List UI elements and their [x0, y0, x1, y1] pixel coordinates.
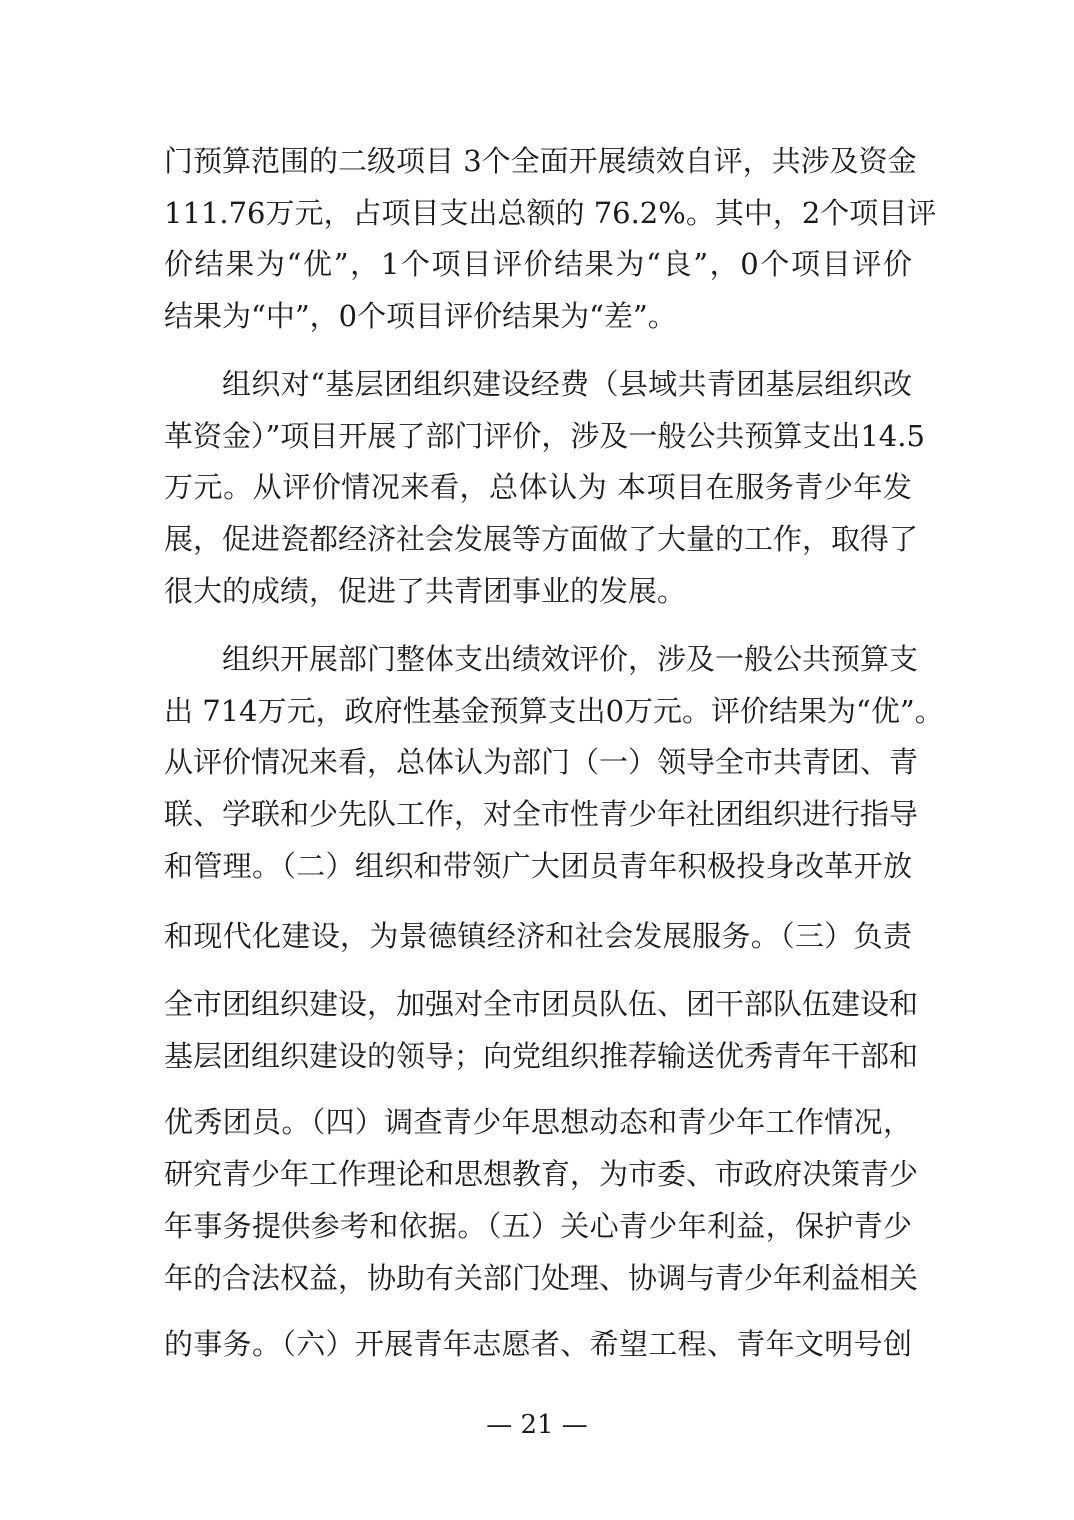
- text-line: 和管理。（二）组织和带领广大团员青年积极投身改革开放: [164, 849, 912, 883]
- text-line: 优秀团员。（四）调查青少年思想动态和青少年工作情况，: [164, 1105, 912, 1139]
- text-line: 研究青少年工作理论和思想教育，为市委、市政府决策青少: [164, 1157, 919, 1191]
- text-line: 革资金）”项目开展了部门评价，涉及一般公共预算支出14.5: [164, 419, 925, 453]
- text-line: 很大的成绩，促进了共青团事业的发展。: [164, 574, 687, 608]
- text-line: 的事务。（六）开展青年志愿者、希望工程、青年文明号创: [164, 1327, 912, 1361]
- text-line: 展，促进瓷都经济社会发展等方面做了大量的工作，取得了: [164, 522, 919, 556]
- text-line: 年事务提供参考和依据。（五）关心青少年利益，保护青少: [164, 1209, 912, 1243]
- text-line: 联、学联和少先队工作，对全市性青少年社团组织进行指导: [164, 797, 919, 831]
- text-line: 基层团组织建设的领导；向党组织推荐输送优秀青年干部和: [164, 1039, 919, 1073]
- text-line: 111.76万元，占项目支出总额的 76.2%。其中，2个项目评: [164, 196, 937, 230]
- text-line: 价结果为“优”，1个项目评价结果为“良”，0个项目评价: [164, 247, 912, 281]
- text-line: 出 714万元，政府性基金预算支出0万元。评价结果为“优”。: [164, 694, 944, 728]
- paragraph-first-line: 组织开展部门整体支出绩效评价，涉及一般公共预算支: [222, 642, 919, 676]
- text-line: 结果为“中”，0个项目评价结果为“差”。: [164, 299, 677, 333]
- text-line: 和现代化建设，为景德镇经济和社会发展服务。（三）负责: [164, 919, 912, 953]
- text-line: 从评价情况来看，总体认为部门（一）领导全市共青团、青: [164, 745, 919, 779]
- text-line: 全市团组织建设，加强对全市团员队伍、团干部队伍建设和: [164, 987, 919, 1021]
- paragraph-first-line: 组织对“基层团组织建设经费（县域共青团基层组织改: [222, 367, 912, 401]
- text-line: 万元。从评价情况来看，总体认为 本项目在服务青少年发: [164, 470, 912, 504]
- page-number: — 21 —: [486, 1410, 588, 1440]
- text-line: 门预算范围的二级项目 3个全面开展绩效自评，共涉及资金: [164, 144, 917, 178]
- text-line: 年的合法权益，协助有关部门处理、协调与青少年利益相关: [164, 1261, 919, 1295]
